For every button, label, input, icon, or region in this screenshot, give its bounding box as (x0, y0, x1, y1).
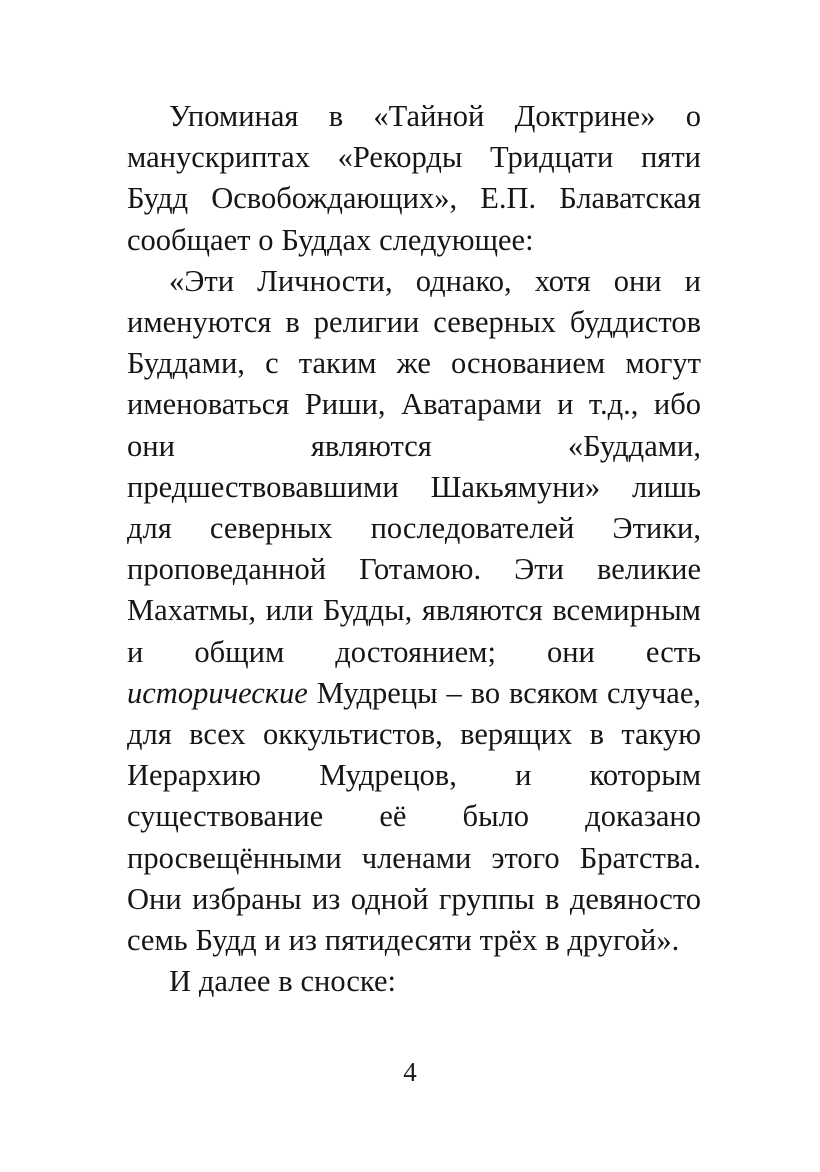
paragraph-intro: Упоминая в «Тайной Доктрине» о манускриптах «Рекорды Тридцати пяти Будд Освобождающих», Е.П. Блаватская сообщает о Буддах следующее: (127, 99, 701, 257)
quotation-part-2: Мудрецы – во всяком случае, для всех оккультистов, верящих в такую Иерархию Мудрецов, и которым существование её было доказано просвещёнными членами этого Братства. Они избраны из одной группы в девяносто семь Будд и из пятидесяти трёх в другой». (127, 675, 701, 958)
paragraph-closing: И далее в сноске: (169, 964, 396, 999)
page-text-body (127, 96, 701, 1002)
quotation-emphasis-italic: исторические (127, 675, 308, 710)
page-number: 4 (403, 1057, 417, 1087)
paragraph-quotation (127, 261, 701, 961)
quotation-part-1: «Эти Личности, однако, хотя они и именуются в религии северных буддистов Буддами, с таким же основанием могут именоваться Риши, Аватарами и т.д., ибо они являются «Буддами, предшествовавшими Шакьямуни» лишь для северных последователей Этики, проповеданной Готамою. Эти великие Махатмы, или Будды, являются всемирным и общим достоянием; они есть (127, 263, 701, 669)
